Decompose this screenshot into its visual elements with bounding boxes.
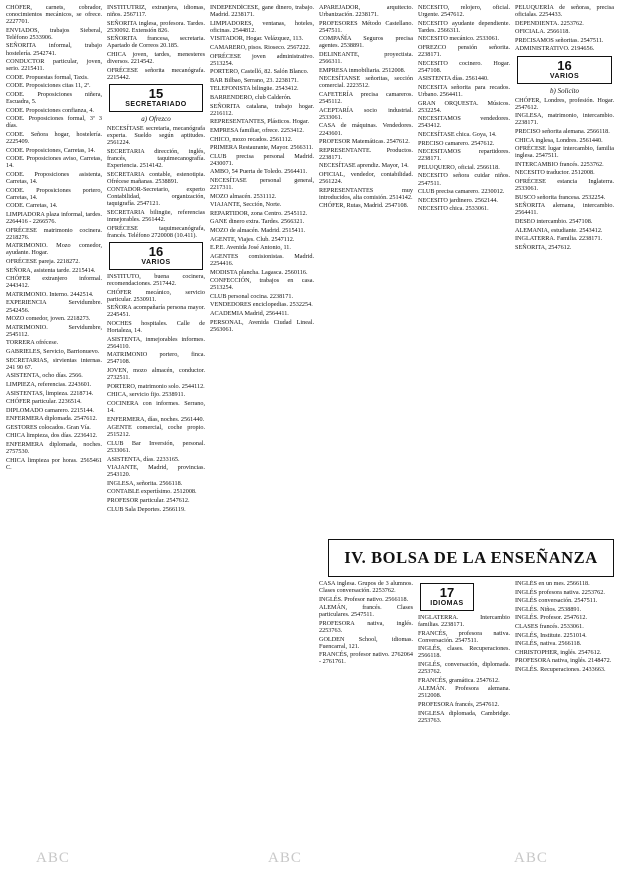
classified-ad: TELEFONISTA bilingüe. 2543412.	[210, 85, 299, 93]
section-title: SECRETARIADO	[125, 100, 187, 108]
classified-ad: CAMARERO, pisos. Rioseco. 2567222.	[210, 43, 311, 51]
classified-ad: INGLATERRA. Familia. 2238171.	[515, 235, 603, 243]
classified-ad: OFRÉCESE joven administrativo. 2513254.	[210, 52, 314, 67]
classified-ad: SEÑORITA catalana, trabajo hogar. 2216112.	[210, 102, 314, 117]
classified-ad: CHICO, mozo recados. 2561112.	[210, 135, 293, 143]
classified-ad: INGLATERRA. Intercambio familias. 2238171.	[418, 614, 510, 629]
classified-ad: INGLÉS. Profesor nativo. 2566118.	[319, 595, 409, 603]
column-2	[107, 4, 205, 870]
classified-ad: CAFETERÍA precisa camareros. 2545112.	[319, 91, 413, 106]
column-6-lower	[515, 580, 614, 870]
classified-ad: REPRESENTANTE. Productos. 2238171.	[319, 146, 413, 161]
classified-ad: AGENTE, Viajes. Club. 2547112.	[210, 235, 295, 243]
classified-ad: ENFERMERA diplomada. 2547612.	[6, 415, 98, 423]
classified-ad: NECESITAMOS vendedores. 2543412.	[418, 115, 510, 130]
classified-ad: PROFESOR particular. 2547612.	[107, 496, 190, 504]
classified-ad: ENFERMERA diplomada, noches. 2757530.	[6, 441, 102, 456]
classified-ad: CHRISTOPHER, inglés. 2547612.	[515, 648, 602, 656]
classified-ad: NECESITO chica. 2533061.	[418, 205, 489, 213]
classified-ad: BARRENDERO, club Calderón.	[210, 94, 292, 102]
classified-ad: CHICA inglesa, Londres. 2561440.	[515, 136, 603, 144]
section-subtitle: b) Solicito	[550, 86, 579, 95]
bolsa-ensenanza-banner	[328, 539, 614, 577]
classified-ad: INDEPENDÍCESE, gane dinero, trabajo. Madrid. 2238171.	[210, 4, 314, 19]
classified-ad: ALEMÁN, francés. Clases particulares. 2547511.	[319, 604, 413, 619]
classified-ad: CASA inglesa. Grupos de 3 alumnos. Clases conversación. 2253762.	[319, 580, 413, 595]
classified-ad: CODE. Proposiciones confianza, 4.	[6, 106, 94, 114]
classifieds-list	[107, 125, 205, 239]
classified-ad: MATRIMONIO portero, finca. 2547108.	[107, 351, 205, 366]
classified-ad: SEÑORITA alemana, intercambio. 2564411.	[515, 202, 614, 217]
abc-watermark: ABC	[514, 850, 548, 866]
classified-ad: OFREZCO pensión señorita. 2238171.	[418, 43, 510, 59]
classified-ad: NECESÍTASE chica. Goya, 14.	[418, 131, 497, 138]
classified-ad: NECESITA señorita para recados. Urbano. 2564411.	[418, 83, 510, 99]
classified-ad: MATRIMONIO. Servidumbre, 2545112.	[6, 323, 102, 338]
classified-ad: PRECISO camarero. 2547612.	[418, 139, 495, 147]
newspaper-page	[6, 4, 614, 870]
classified-ad: ENVIADOS, trabajos Sieberal, Teléfono 2533906.	[6, 26, 102, 41]
classified-ad: MOZO comedor, joven. 2218273.	[6, 315, 91, 323]
classified-ad: COCINERA con informes. Serrano, 14.	[107, 399, 205, 414]
classified-ad: GABRIELES, Servicio, Barrionuevo.	[6, 348, 100, 356]
classifieds-list	[319, 580, 413, 666]
column-6	[515, 4, 614, 532]
classified-ad: CASA de máquinas. Vendedores. 2243601.	[319, 122, 413, 137]
classified-ad: REPRESENTANTES, Plásticos. Hogar.	[210, 118, 310, 126]
classified-ad: E.P.E. Avenida José Antonio, 11.	[210, 244, 291, 252]
classified-ad: VISITADOR, Hogar. Velázquez, 113.	[210, 35, 304, 43]
classified-ad: OFICIALA. 2566118.	[515, 28, 570, 36]
classified-ad: OFICIAL, vendedor, contabilidad. 2561224.	[319, 170, 413, 186]
classified-ad: CODE. Carretas, 14.	[6, 202, 58, 210]
classifieds-list	[107, 273, 205, 513]
column-4-lower	[319, 580, 413, 870]
classified-ad: PELUQUERÍA de señoras, precisa oficialas. 2254433.	[515, 4, 614, 19]
section-subtitle: a) Ofrezco	[141, 114, 171, 123]
classified-ad: EMPRESA inmobiliaria. 2512008.	[319, 66, 406, 74]
classified-ad: REPRESENTANTES muy introducidos, alta comisión. 2514142.	[319, 186, 413, 201]
classified-ad: ACADEMIA Madrid, 2564411.	[210, 309, 289, 317]
classified-ad: CONDUCTOR particular, joven, serio. 2215411.	[6, 58, 102, 73]
classified-ad: PRECISO señorita alemana. 2566118.	[515, 127, 610, 135]
classified-ad: INGLÉS, Institute. 2251014.	[515, 631, 587, 639]
classified-ad: VIAJANTE, Madrid, provincias. 2543120.	[107, 464, 205, 479]
abc-watermark: ABC	[268, 850, 302, 866]
classified-ad: EMPRESA familiar, ofrece. 2253412.	[210, 126, 304, 134]
classified-ad: CODE. Proposiciones niñera, Escuadra, 5.	[6, 91, 102, 106]
classified-ad: CLUB personal cocina. 2238171.	[210, 292, 293, 300]
classified-ad: GANE dinero extra. Tardes. 2566321.	[210, 218, 305, 226]
classifieds-list	[6, 4, 102, 471]
classified-ad: SEÑORA, asistenta tarde. 2215414.	[6, 266, 96, 274]
classifieds-list	[418, 614, 510, 724]
classified-ad: INSTITUTO, buena cocinera, recomendaciones. 2517442.	[107, 272, 205, 287]
classified-ad: NECESITO ayudante dependiente. Tardes. 2566311.	[418, 19, 510, 34]
section-number: 16	[148, 243, 164, 259]
classified-ad: CODE. Proposiciones formal, 3ª 3 días.	[6, 115, 102, 130]
classified-ad: CONTADOR-Secretario, experto Contabilidad, organización, taquigrafía. 2547121.	[107, 186, 205, 208]
classified-ad: INGLESA diplomada, Cambridge. 2253763.	[418, 709, 510, 724]
section-title: VARIOS	[141, 258, 171, 266]
classified-ad: CHÓFER, carnets, cobrador, conocimientos mecánicos, se ofrece. 2227701.	[6, 4, 102, 26]
classified-ad: NECESITO señora cuidar niños. 2547511.	[418, 172, 510, 187]
classified-ad: PROFESORA francés, 2547612.	[418, 701, 500, 709]
classified-ad: SEÑORITA, 2547612.	[515, 243, 572, 251]
classified-ad: CHICA limpieza, dos días. 2236412.	[6, 432, 98, 440]
classified-ad: CONTABLE expertísimo. 2512008.	[107, 488, 197, 496]
classified-ad: NECESÍTASE personal general, 2217311.	[210, 176, 314, 192]
classified-ad: CODE. Propuestas formal, Taxis.	[6, 73, 89, 81]
classified-ad: AMBO, 54 Puerta de Toledo. 2564411.	[210, 168, 308, 176]
classified-ad: CODE. Proposiciones citas 11, 2ª.	[6, 82, 91, 90]
classified-ad: LIMPIADORA plaza informal, tardes. 2264416 - 2266576.	[6, 210, 102, 226]
classified-ad: FRANCÉS, gramática. 2547612.	[418, 676, 500, 684]
classified-ad: NECESÍTASE secretaria, mecanógrafa experta. Sueldo según aptitudes. 2561224.	[107, 124, 205, 147]
classified-ad: INGLÉS conversación. 2547511.	[515, 597, 598, 605]
classified-ad: BAR Bilbao, Serrano, 23. 2238171.	[210, 76, 299, 84]
classified-ad: JOVEN, mozo almacén, conductor. 2732511.	[107, 366, 205, 382]
classified-ad: DEPENDIENTA. 2253762.	[515, 19, 584, 27]
classified-ad: OFRÉCESE matrimonio cocinera. 2218276.	[6, 226, 102, 241]
classified-ad: DESEO intercambio. 2547108.	[515, 217, 593, 225]
classified-ad: INGLESA, señorita. 2566118.	[107, 479, 183, 487]
classified-ad: ACEPTARÍA socio industrial. 2533061.	[319, 106, 413, 121]
classified-ad: NECESITO cocinero. Hogar. 2547108.	[418, 59, 510, 74]
classified-ad: SECRETARIA contable, estenotipia. Ofrécese mañanas. 2538891.	[107, 170, 205, 185]
classified-ad: EXPERIENCIA Servidumbre. 2542456.	[6, 299, 102, 314]
classified-ad: CLUB precisa camarero. 2230012.	[418, 188, 505, 196]
classified-ad: ASISTENTA, inmejorables informes. 2564110.	[107, 335, 205, 350]
classified-ad: CHICA limpieza por horas. 2565461 C.	[6, 456, 102, 471]
classified-ad: AGENTES comisionistas. Madrid. 2254416.	[210, 252, 314, 267]
classified-ad: CHÓFER particular. 2236514.	[6, 398, 82, 406]
classified-ad: PROFESOR Matemáticas. 2547612.	[319, 138, 410, 146]
classified-ad: ASISTENTAS, limpieza. 2218714.	[6, 389, 94, 397]
classified-ad: FRANCÉS, profesora nativa. Conversación. 2547511.	[418, 629, 510, 644]
classified-ad: PROFESORA nativa, inglés. 2148472.	[515, 657, 612, 665]
classified-ad: SECRETARIA bilingüe, referencias inmejorables. 2561442.	[107, 208, 205, 224]
classified-ad: FRANCÉS, profesor nativo. 2762064 - 2761761.	[319, 651, 413, 666]
column-5-lower	[418, 580, 510, 870]
classifieds-list	[319, 4, 413, 209]
classified-ad: VIAJANTE, Sección, Norte.	[210, 201, 282, 209]
classified-ad: VENDEDORES enciclopedias. 2532254.	[210, 301, 313, 309]
classified-ad: PORTERO, Castelló, 82. Salón Blanco.	[210, 68, 309, 76]
classified-ad: INTERCAMBIO francés. 2253762.	[515, 160, 604, 168]
classified-ad: NECESITO jardinero. 2562144.	[418, 196, 498, 204]
section-header-idiomas	[420, 583, 474, 611]
classified-ad: NECESITO traductor. 2512008.	[515, 169, 595, 177]
classified-ad: OFRÉCESE pareja. 2218272.	[6, 258, 80, 265]
classified-ad: LIMPIEZA, referencias. 2243601.	[6, 380, 92, 388]
classified-ad: PERSONAL, Avenida Ciudad Lineal. 2563061.	[210, 318, 314, 333]
classified-ad: PRECISAMOS señoritas. 2547511.	[515, 36, 604, 44]
classified-ad: GESTORES colocados. Gran Vía.	[6, 423, 91, 431]
classified-ad: OFRÉCESE taquimecanógrafa, francés. Teléfono 2720008 (10.411).	[107, 224, 205, 239]
classified-ad: CODE. Proposiciones asistenta, Carretas, 14.	[6, 170, 102, 186]
classified-ad: TORRERA ofrécese.	[6, 339, 59, 347]
classified-ad: CHÓFER extranjero informal. 2443412.	[6, 275, 102, 290]
classified-ad: NECESITAMOS repartidores. 2238171.	[418, 148, 510, 163]
classified-ad: PRIMERA Restaurante, Mayor. 2566311.	[210, 144, 314, 152]
classified-ad: INGLÉS. Profesor. 2547612.	[515, 614, 588, 622]
classified-ad: GRAN ORQUESTA. Músicos. 2532254.	[418, 99, 510, 114]
classified-ad: AGENTE comercial, coche propio. 2515212.	[107, 424, 205, 439]
classified-ad: SEÑORITA francesa, secretaria. Apartado de Correos 20.185.	[107, 35, 205, 50]
classified-ad: MOZO de almacén. Madrid. 2515411.	[210, 227, 306, 235]
classified-ad: MATRIMONIO. Mozo comedor, ayudante. Hogar.	[6, 242, 102, 257]
classified-ad: CODE. Señora hogar, hostelería. 2225409.	[6, 131, 102, 146]
classified-ad: OFRÉCESE estancia Inglaterra. 2533061.	[515, 178, 614, 193]
column-5	[418, 4, 510, 532]
classified-ad: INGLÉS en un mes. 2566118.	[515, 580, 590, 587]
classified-ad: OFRÉCESE lugar intercambio, familia inglesa. 2547511.	[515, 145, 614, 160]
section-number: 16	[557, 57, 572, 73]
section-title: VARIOS	[549, 72, 580, 80]
classifieds-list	[210, 4, 314, 333]
classified-ad: CLUB Sala Deportes. 2566119.	[107, 505, 186, 513]
classified-ad: NECESITO mecánico. 2533061.	[418, 35, 500, 43]
classified-ad: DIPLOMADO camarero. 2215144.	[6, 406, 94, 414]
classified-ad: SECRETARIA dirección, inglés, francés, taquimecanografía. Experiencia. 2514142.	[107, 147, 205, 169]
section-number: 15	[148, 85, 164, 101]
classified-ad: MOZO almacén. 2531112.	[210, 192, 277, 200]
classified-ad: SEÑORA acompañaría persona mayor. 2245451.	[107, 304, 205, 319]
classified-ad: CHICA, servicio fijo. 2538911.	[107, 391, 186, 399]
classified-ad: APAREJADOR, arquitecto. Urbanización. 2238171.	[319, 4, 413, 19]
classified-ad: SEÑORITA inglesa, profesora. Tardes. 2530092. Extensión 826.	[107, 19, 205, 34]
classified-ad: CLASES francés. 2533061.	[515, 622, 584, 630]
classified-ad: CONFECCIÓN, trabajos en casa. 2513254.	[210, 277, 314, 292]
classified-ad: DELINEANTE, proyectista. 2566311.	[319, 51, 413, 66]
classified-ad: MODISTA plancha. Lagasca. 2560116.	[210, 268, 308, 276]
classified-ad: ALEMÁN. Profesora alemana. 2512008.	[418, 685, 510, 700]
classified-ad: ENFERMERA, días, noches. 2561440.	[107, 415, 205, 423]
section-header-varios	[109, 242, 203, 270]
abc-watermark: ABC	[36, 850, 70, 866]
classified-ad: CHÓFER, Rutas, Madrid. 2547108.	[319, 202, 409, 210]
classified-ad: LIMPIADORES, ventanas, hoteles, oficinas. 2544812.	[210, 19, 314, 34]
classifieds-list	[515, 580, 614, 673]
classified-ad: REPARTIDOR, zona Centro. 2545112.	[210, 209, 308, 217]
classified-ad: PELUQUERO, oficial. 2566118.	[418, 163, 500, 171]
classifieds-list	[515, 4, 614, 53]
classified-ad: SECRETARIAS, sirvientas internas. 241 90 67.	[6, 356, 102, 371]
classified-ad: NOCHES hospitales. Calle de Hortaleza, 14.	[107, 319, 205, 334]
classifieds-list	[515, 97, 614, 251]
classified-ad: INGLÉS. Niños. 2538891.	[515, 605, 582, 613]
classified-ad: CHICA joven, tardes, menesteres diversos. 2214542.	[107, 51, 205, 66]
classified-ad: CLUB precisa personal Madrid. 2430071.	[210, 152, 314, 167]
classified-ad: MATRIMONIO. Interno. 2442514.	[6, 290, 94, 298]
classified-ad: ALEMANIA, estudiante. 2543412.	[515, 226, 603, 234]
classifieds-list	[107, 4, 205, 81]
column-4	[319, 4, 413, 532]
section-title: IDIOMAS	[430, 600, 464, 607]
classified-ad: COMPAÑÍA Seguros precisa agentes. 2538891.	[319, 35, 413, 50]
classified-ad: ADMINISTRATIVO. 2194656.	[515, 45, 595, 53]
classified-ad: NECESÍTANSE señoritas, sección comercial. 2223512.	[319, 75, 413, 90]
classified-ad: INSTITUTRIZ, extranjera, idiomas, niños. 2567117.	[107, 4, 205, 19]
classified-ad: INGLÉS, nativa. 2566118.	[515, 640, 582, 648]
classified-ad: NECESITO, relojero, oficial. Urgente. 2547612.	[418, 4, 510, 19]
classified-ad: CODE. Proposiciones aviso, Carretas, 14.	[6, 155, 102, 170]
banner-title: IV. BOLSA DE LA ENSEÑANZA	[344, 548, 598, 567]
classified-ad: INGLÉS, clases. Recuperaciones. 2566118.	[418, 645, 510, 660]
classifieds-list	[418, 4, 510, 212]
classified-ad: INGLESA, matrimonio, intercambio. 2238171.	[515, 112, 614, 127]
classified-ad: CHÓFER, Londres, profesión. Hogar. 2547612.	[515, 96, 614, 111]
classified-ad: INGLÉS, conversación, diplomada. 2253762.	[418, 661, 510, 676]
classified-ad: BUSCO señorita francesa. 2532254.	[515, 193, 606, 201]
classified-ad: INGLÉS. Recuperaciones. 2433663.	[515, 665, 606, 673]
classified-ad: ASISTENTA, ocho días. 2566.	[6, 372, 83, 380]
classified-ad: SEÑORITA informal, trabajo hostelería. 2542741.	[6, 42, 102, 57]
classified-ad: PROFESORA nativa, inglés. 2253763.	[319, 619, 413, 635]
classified-ad: INGLÉS profesora nativa. 2253762.	[515, 588, 605, 596]
classified-ad: PROFESORES Método Castellano. 2547511.	[319, 19, 413, 34]
classified-ad: CHÓFER mecánico, servicio particular. 2530911.	[107, 288, 205, 303]
classified-ad: NECESÍTASE aprendiz. Mayor, 14.	[319, 162, 409, 170]
classified-ad: CODE. Proposiciones, Carretas, 14.	[6, 146, 96, 154]
section-number: 17	[439, 585, 455, 600]
column-1	[6, 4, 102, 870]
classified-ad: PORTERO, matrimonio solo. 2544112.	[107, 382, 205, 390]
classified-ad: OFRÉCESE señorita mecanógrafa. 2215442.	[107, 66, 205, 81]
section-header-secretariado	[109, 84, 203, 112]
classified-ad: GOLDEN School, idiomas. Fuencarral, 121.	[319, 635, 413, 650]
column-3	[210, 4, 314, 870]
classified-ad: CODE. Proposiciones portero, Carretas, 14.	[6, 186, 102, 201]
classified-ad: ASISTENTA, días. 2233165.	[107, 455, 180, 463]
classified-ad: CLUB Bar Inversión, personal. 2533061.	[107, 439, 205, 454]
section-header-varios	[517, 56, 612, 84]
classified-ad: ASISTENTA días. 2561440.	[418, 75, 489, 83]
